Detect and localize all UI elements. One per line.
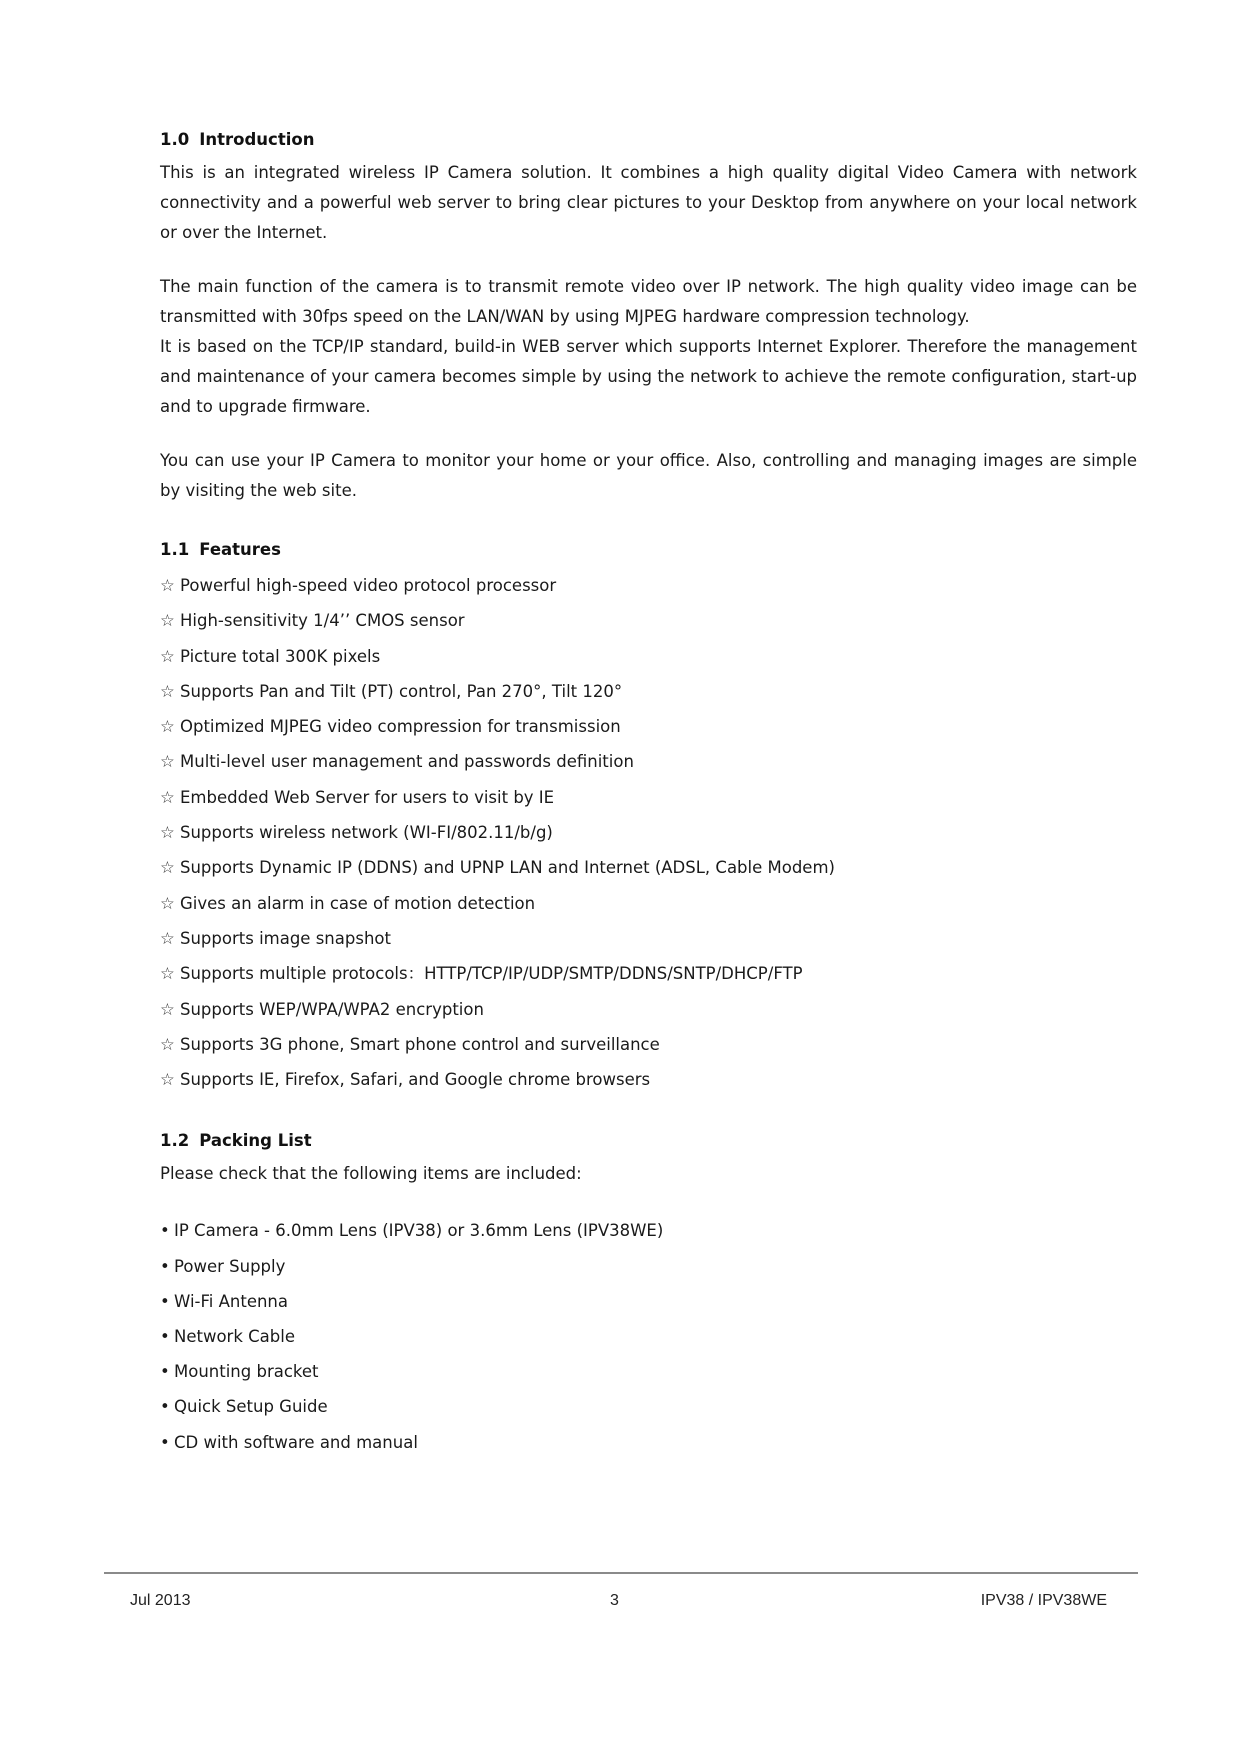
- section-heading-packing-list: [160, 1129, 1137, 1153]
- list-item: [160, 1425, 1137, 1460]
- list-item-text: Supports WEP/WPA/WPA2 encryption: [180, 999, 484, 1019]
- section-title: Packing List: [199, 1131, 312, 1151]
- list-item: [160, 1354, 1137, 1389]
- footer-model: IPV38 / IPV38WE: [980, 1592, 1107, 1609]
- section-number: 1.0: [160, 130, 190, 149]
- star-icon: ☆: [160, 928, 175, 948]
- list-item-text: IP Camera - 6.0mm Lens (IPV38) or 3.6mm Lens (IPV38WE): [174, 1221, 664, 1241]
- list-item-text: Supports wireless network (WI-FI/802.11/b/g): [180, 823, 553, 843]
- intro-paragraph: The main function of the camera is to transmit remote video over IP network. The high quality video image can be transmitted with 30fps speed on the LAN/WAN by using MJPEG hardware compression technology.: [160, 277, 1137, 326]
- list-item-text: Power Supply: [174, 1256, 286, 1276]
- list-item-text: Gives an alarm in case of motion detection: [180, 893, 536, 913]
- list-item: [160, 1249, 1137, 1284]
- star-icon: ☆: [160, 787, 175, 807]
- star-icon: ☆: [160, 717, 175, 737]
- list-item: [160, 1062, 1137, 1097]
- list-item-text: Powerful high-speed video protocol processor: [180, 576, 557, 595]
- list-item-text: Supports 3G phone, Smart phone control and surveillance: [180, 1034, 660, 1054]
- section-number: 1.1: [160, 540, 190, 559]
- bullet-icon: •: [160, 1291, 170, 1311]
- document-page: [160, 128, 1137, 1460]
- list-item: [160, 639, 1137, 674]
- bullet-icon: •: [160, 1397, 170, 1417]
- features-list: [160, 568, 1137, 1097]
- star-icon: ☆: [160, 893, 175, 913]
- list-item: [160, 744, 1137, 779]
- star-icon: ☆: [160, 681, 175, 701]
- bullet-icon: •: [160, 1432, 170, 1452]
- star-icon: ☆: [160, 576, 175, 595]
- star-icon: ☆: [160, 1070, 175, 1090]
- list-item: [160, 1027, 1137, 1062]
- bullet-icon: •: [160, 1256, 170, 1276]
- list-item-text: Supports IE, Firefox, Safari, and Google chrome browsers: [180, 1070, 651, 1090]
- list-item-text: Wi-Fi Antenna: [174, 1291, 289, 1311]
- section-title: Features: [199, 540, 281, 559]
- list-item-text: Embedded Web Server for users to visit by IE: [180, 787, 555, 807]
- list-item-text: Picture total 300K pixels: [180, 646, 381, 666]
- list-item: [160, 1213, 1137, 1248]
- list-item: [160, 992, 1137, 1027]
- packing-list: [160, 1213, 1137, 1459]
- list-item-text: Multi-level user management and passwords definition: [180, 752, 634, 772]
- bullet-icon: •: [160, 1221, 170, 1241]
- packing-intro: Please check that the following items are included:: [160, 1164, 582, 1184]
- list-item: [160, 1319, 1137, 1354]
- list-item-text: Supports Dynamic IP (DDNS) and UPNP LAN and Internet (ADSL, Cable Modem): [180, 858, 835, 878]
- section-number: 1.2: [160, 1131, 190, 1151]
- intro-paragraph: It is based on the TCP/IP standard, build-in WEB server which supports Internet Explorer. Therefore the management and maintenance of your camera becomes simple by using the network to achieve the remote configuration, start-up and to upgrade firmware.: [160, 337, 1137, 416]
- star-icon: ☆: [160, 1034, 175, 1054]
- intro-paragraph: This is an integrated wireless IP Camera solution. It combines a high quality digital Video Camera with network connectivity and a powerful web server to bring clear pictures to your Desktop from anywhere on your local network or over the Internet.: [160, 163, 1137, 242]
- star-icon: ☆: [160, 858, 175, 878]
- list-item: [160, 674, 1137, 709]
- list-item: [160, 886, 1137, 921]
- list-item: [160, 1389, 1137, 1424]
- star-icon: ☆: [160, 999, 175, 1019]
- list-item-text: CD with software and manual: [174, 1432, 418, 1452]
- star-icon: ☆: [160, 611, 175, 631]
- list-item: [160, 956, 1137, 991]
- footer-date: Jul 2013: [130, 1592, 191, 1609]
- star-icon: ☆: [160, 752, 175, 772]
- list-item-text: High-sensitivity 1/4’’ CMOS sensor: [180, 611, 465, 631]
- star-icon: ☆: [160, 823, 175, 843]
- footer-divider: [104, 1572, 1138, 1574]
- bullet-icon: •: [160, 1327, 170, 1347]
- intro-paragraph: You can use your IP Camera to monitor your home or your office. Also, controlling and managing images are simple by visiting the web site.: [160, 451, 1137, 500]
- list-item-text: Supports Pan and Tilt (PT) control, Pan 270°, Tilt 120°: [180, 681, 623, 701]
- section-heading-features: [160, 538, 1137, 562]
- list-item: [160, 921, 1137, 956]
- list-item: [160, 709, 1137, 744]
- list-item-text: Supports multiple protocols：HTTP/TCP/IP/UDP/SMTP/DDNS/SNTP/DHCP/FTP: [180, 964, 803, 984]
- bullet-icon: •: [160, 1362, 170, 1382]
- star-icon: ☆: [160, 964, 175, 984]
- list-item: [160, 815, 1137, 850]
- footer-page-number: 3: [610, 1592, 619, 1609]
- list-item-text: Network Cable: [174, 1327, 295, 1347]
- list-item: [160, 780, 1137, 815]
- list-item-text: Optimized MJPEG video compression for transmission: [180, 717, 621, 737]
- list-item: [160, 1284, 1137, 1319]
- section-heading-introduction: [160, 128, 1137, 152]
- section-title: Introduction: [199, 130, 315, 149]
- list-item-text: Quick Setup Guide: [174, 1397, 328, 1417]
- list-item: [160, 603, 1137, 638]
- list-item-text: Supports image snapshot: [180, 928, 391, 948]
- list-item: [160, 850, 1137, 885]
- list-item-text: Mounting bracket: [174, 1362, 319, 1382]
- star-icon: ☆: [160, 646, 175, 666]
- list-item: [160, 568, 1137, 603]
